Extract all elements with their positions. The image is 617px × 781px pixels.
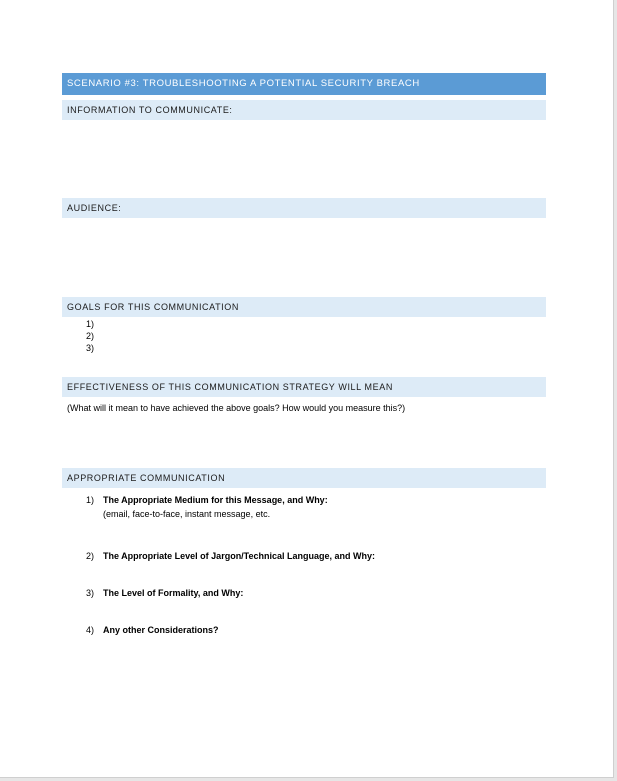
item-number: 3): [86, 588, 95, 598]
section-appropriate-header: APPROPRIATE COMMUNICATION: [62, 468, 546, 488]
section-goals-header: GOALS FOR THIS COMMUNICATION: [62, 297, 546, 317]
section-audience-header: AUDIENCE:: [62, 198, 546, 218]
item-label: The Level of Formality, and Why:: [103, 588, 244, 598]
goal-item-2: 2): [86, 331, 95, 341]
goals-list: [86, 318, 94, 354]
scenario-title: SCENARIO #3: TROUBLESHOOTING A POTENTIAL SECURITY BREACH: [62, 73, 546, 95]
item-label: Any other Considerations?: [103, 625, 219, 635]
item-number: 4): [86, 625, 95, 635]
item-label: The Appropriate Level of Jargon/Technical Language, and Why:: [103, 551, 376, 561]
appropriate-item-2: [86, 551, 375, 561]
appropriate-item-1-note: (email, face-to-face, instant message, etc.: [103, 509, 271, 519]
section-information-header: INFORMATION TO COMMUNICATE:: [62, 100, 546, 120]
item-number: 1): [86, 495, 95, 505]
effectiveness-note: (What will it mean to have achieved the above goals? How would you measure this?): [67, 403, 406, 413]
item-label: The Appropriate Medium for this Message, and Why:: [103, 495, 328, 505]
section-effectiveness-header: EFFECTIVENESS OF THIS COMMUNICATION STRATEGY WILL MEAN: [62, 377, 546, 397]
appropriate-item-1: [86, 495, 328, 505]
item-number: 2): [86, 551, 95, 561]
appropriate-item-4: [86, 625, 219, 635]
goal-item-3: 3): [86, 343, 95, 353]
appropriate-item-3: [86, 588, 243, 598]
goal-item-1: 1): [86, 319, 95, 329]
